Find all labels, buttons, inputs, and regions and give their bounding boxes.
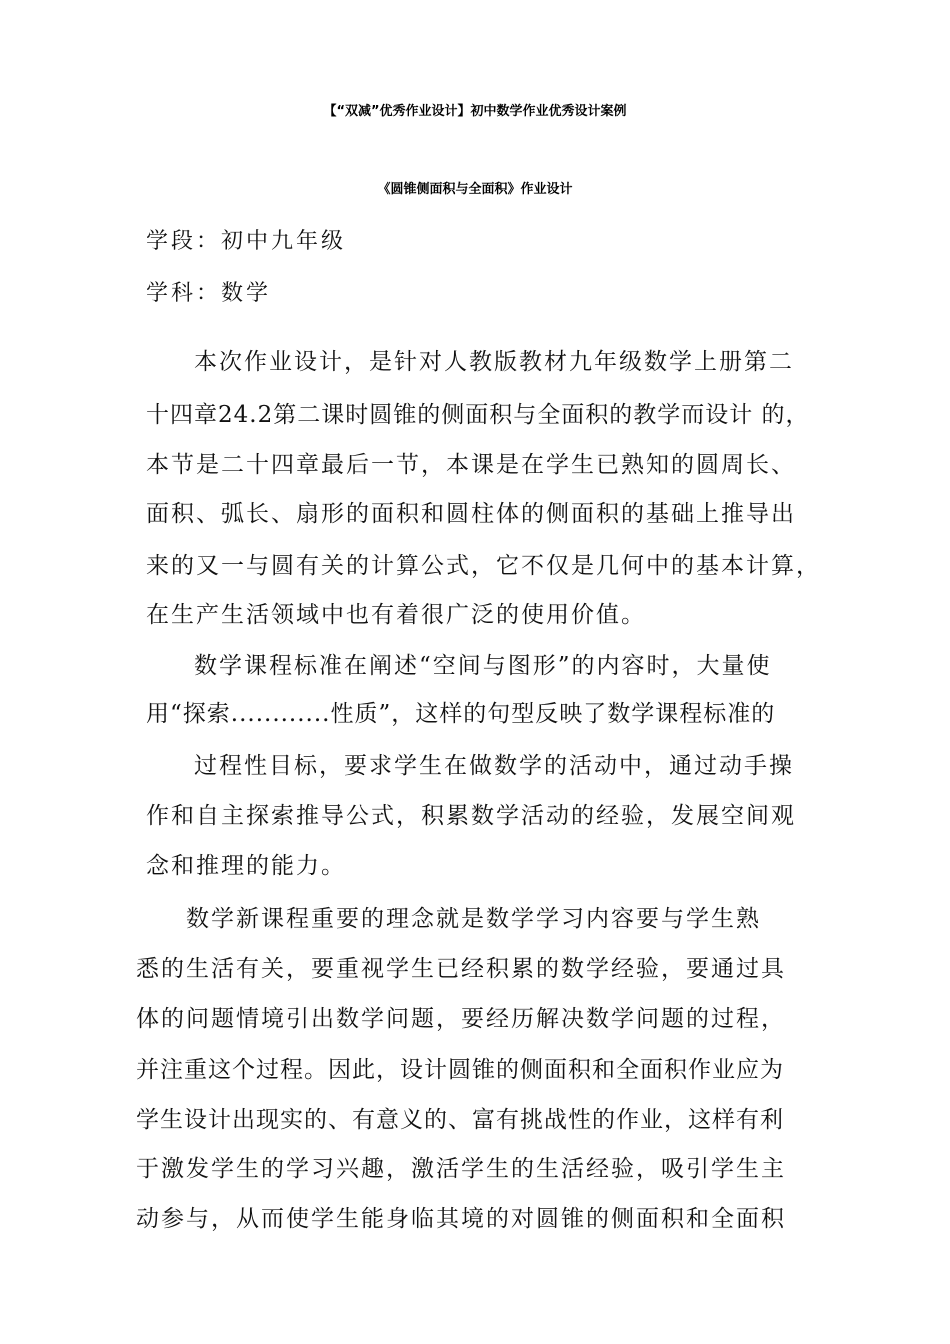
paragraph-line: 过程性目标，要求学生在做数学的活动中，通过动手操 xyxy=(194,753,794,779)
meta-subject: 学科：数学 xyxy=(146,281,272,306)
paragraph-line: 用“探索............性质”，这样的句型反映了数学课程标准的 xyxy=(146,701,776,727)
document-title: 【“双减”优秀作业设计】初中数学作业优秀设计案例 xyxy=(323,104,627,119)
paragraph-line: 并注重这个过程。因此，设计圆锥的侧面积和全面积作业应为 xyxy=(136,1057,784,1083)
document-subtitle: 《圆锥侧面积与全面积》作业设计 xyxy=(377,182,573,197)
paragraph-line: 念和推理的能力。 xyxy=(146,853,346,879)
paragraph-line: 作和自主探索推导公式，积累数学活动的经验，发展空间观 xyxy=(146,803,796,829)
paragraph-line: 动参与，从而使学生能身临其境的对圆锥的侧面积和全面积 xyxy=(136,1206,786,1232)
paragraph-line: 来的又一与圆有关的计算公式，它不仅是几何中的基本计算， xyxy=(146,553,821,579)
paragraph-line: 体的问题情境引出数学问题，要经历解决数学问题的过程， xyxy=(136,1006,786,1032)
paragraph-line: 悉的生活有关，要重视学生已经积累的数学经验，要通过具 xyxy=(136,956,786,982)
paragraph-line: 数学课程标准在阐述“空间与图形”的内容时，大量使 xyxy=(194,653,772,679)
paragraph-line: 面积、弧长、扇形的面积和圆柱体的侧面积的基础上推导出 xyxy=(146,501,796,527)
paragraph-line: 数学新课程重要的理念就是数学学习内容要与学生熟 xyxy=(186,906,761,932)
paragraph-line: 于激发学生的学习兴趣，激活学生的生活经验，吸引学生主 xyxy=(136,1156,786,1182)
paragraph-line: 在生产生活领域中也有着很广泛的使用价值。 xyxy=(146,602,646,628)
paragraph-line: 本次作业设计，是针对人教版教材九年级数学上册第二 xyxy=(194,349,794,375)
meta-stage: 学段：初中九年级 xyxy=(146,229,347,254)
paragraph-line: 十四章24.2第二课时圆锥的侧面积与全面积的教学而设计 的， xyxy=(146,402,810,428)
paragraph-line: 学生设计出现实的、有意义的、富有挑战性的作业，这样有利 xyxy=(136,1107,784,1133)
paragraph-line: 本节是二十四章最后一节，本课是在学生已熟知的圆周长、 xyxy=(146,452,796,478)
